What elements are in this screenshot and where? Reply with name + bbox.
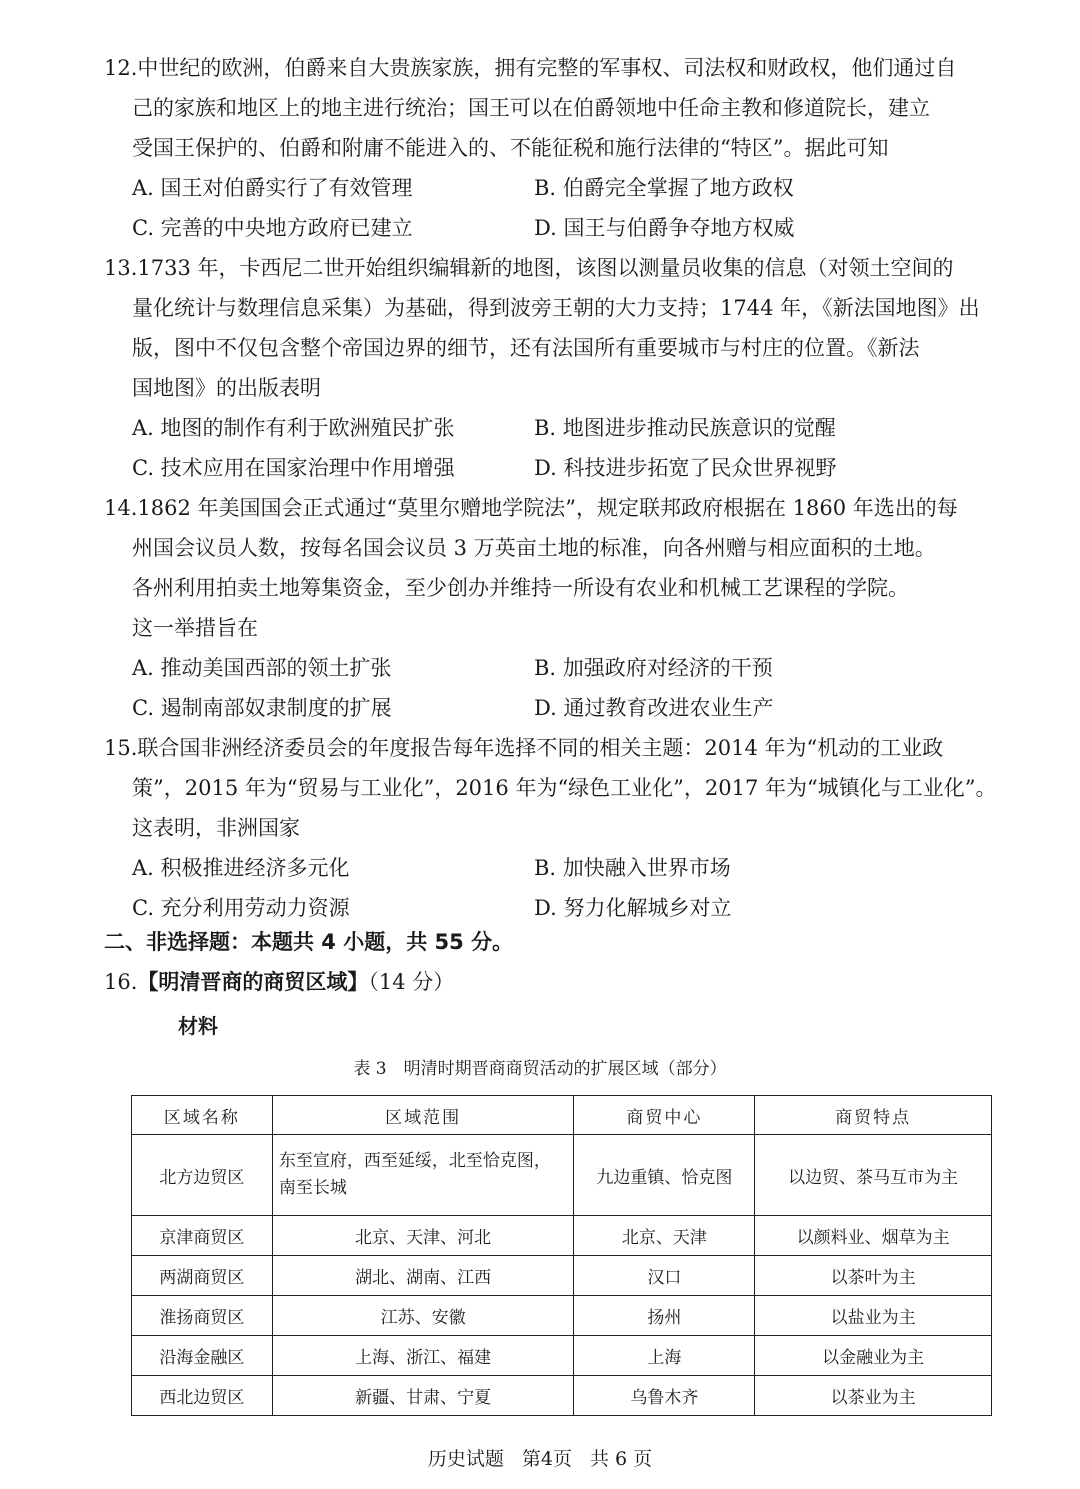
cell-trade-feature: 以盐业为主 xyxy=(755,1296,992,1336)
cell-region-name: 沿海金融区 xyxy=(132,1336,273,1376)
option-b[interactable]: B. 地图进步推动民族意识的觉醒 xyxy=(534,416,836,440)
cell-trade-feature: 以金融业为主 xyxy=(755,1336,992,1376)
cell-trade-feature: 以颜料业、烟草为主 xyxy=(755,1216,992,1256)
option-d[interactable]: D. 科技进步拓宽了民众世界视野 xyxy=(534,456,837,480)
footer-subject: 历史试题 xyxy=(427,1448,504,1470)
option-b[interactable]: B. 伯爵完全掌握了地方政权 xyxy=(534,176,794,200)
table-row xyxy=(132,1135,992,1216)
options-row xyxy=(104,648,1004,688)
table-row xyxy=(132,1216,992,1256)
stem-line: 这表明，非洲国家 xyxy=(132,816,300,840)
question-stem xyxy=(104,248,1004,408)
cell-trade-feature: 以茶业为主 xyxy=(755,1376,992,1416)
header-region-name: 区域名称 xyxy=(132,1096,273,1135)
question-12 xyxy=(104,48,1004,248)
cell-trade-feature: 以茶叶为主 xyxy=(755,1256,992,1296)
header-trade-center: 商贸中心 xyxy=(574,1096,755,1135)
options-row xyxy=(104,168,1004,208)
table-row xyxy=(132,1336,992,1376)
option-d[interactable]: D. 努力化解城乡对立 xyxy=(534,896,732,920)
cell-trade-feature: 以边贸、茶马互市为主 xyxy=(755,1135,992,1216)
cell-region-range: 东至宣府，西至延绥，北至恰克图，南至长城 xyxy=(272,1135,574,1216)
option-d[interactable]: D. 通过教育改进农业生产 xyxy=(534,696,774,720)
page-footer xyxy=(0,1444,1080,1471)
cell-region-range: 上海、浙江、福建 xyxy=(272,1336,574,1376)
options-row xyxy=(104,448,1004,488)
material-label: 材料 xyxy=(178,1014,218,1038)
stem-line: 各州利用拍卖土地筹集资金，至少创办并维持一所设有农业和机械工艺课程的学院。 xyxy=(132,576,909,600)
question-stem xyxy=(104,488,1004,648)
cell-region-range: 新疆、甘肃、宁夏 xyxy=(272,1376,574,1416)
option-a[interactable]: A. 推动美国西部的领土扩张 xyxy=(132,656,392,680)
footer-total-pages: 共 6 页 xyxy=(590,1448,653,1470)
option-d[interactable]: D. 国王与伯爵争夺地方权威 xyxy=(534,216,795,240)
cell-region-name: 西北边贸区 xyxy=(132,1376,273,1416)
header-trade-feature: 商贸特点 xyxy=(755,1096,992,1135)
header-region-range: 区域范围 xyxy=(272,1096,574,1135)
stem-line: 版，图中不仅包含整个帝国边界的细节，还有法国所有重要城市与村庄的位置。《新法 xyxy=(132,336,920,360)
section-heading: 二、非选择题：本题共 4 小题，共 55 分。 xyxy=(104,930,514,954)
question-number: 14. xyxy=(104,496,138,520)
question-14 xyxy=(104,488,1004,728)
cell-region-name: 京津商贸区 xyxy=(132,1216,273,1256)
option-c[interactable]: C. 遏制南部奴隶制度的扩展 xyxy=(132,696,392,720)
cell-region-name: 北方边贸区 xyxy=(132,1135,273,1216)
cell-region-name: 两湖商贸区 xyxy=(132,1256,273,1296)
option-a[interactable]: A. 地图的制作有利于欧洲殖民扩张 xyxy=(132,416,455,440)
cell-region-range: 湖北、湖南、江西 xyxy=(272,1256,574,1296)
table-caption: 表 3 明清时期晋商商贸活动的扩展区域（部分） xyxy=(353,1059,727,1079)
option-a[interactable]: A. 积极推进经济多元化 xyxy=(132,856,350,880)
options-row xyxy=(104,408,1004,448)
options-row xyxy=(104,688,1004,728)
stem-line: 受国王保护的、伯爵和附庸不能进入的、不能征税和施行法律的“特区”。据此可知 xyxy=(132,136,889,160)
cell-trade-center: 上海 xyxy=(574,1336,755,1376)
stem-line: 联合国非洲经济委员会的年度报告每年选择不同的相关主题：2014 年为“机动的工业政 xyxy=(137,736,944,760)
question-stem xyxy=(104,48,1004,168)
cell-trade-center: 扬州 xyxy=(574,1296,755,1336)
stem-line: 1733 年，卡西尼二世开始组织编辑新的地图，该图以测量员收集的信息（对领土空间的 xyxy=(137,256,954,280)
cell-region-range: 北京、天津、河北 xyxy=(272,1216,574,1256)
stem-line: 策”，2015 年为“贸易与工业化”，2016 年为“绿色工业化”，2017 年为“城镇化与工业化”。 xyxy=(132,776,997,800)
option-b[interactable]: B. 加快融入世界市场 xyxy=(534,856,731,880)
question-number: 15. xyxy=(104,736,138,760)
option-c[interactable]: C. 完善的中央地方政府已建立 xyxy=(132,216,413,240)
question-number: 13. xyxy=(104,256,138,280)
stem-line: 己的家族和地区上的地主进行统治；国王可以在伯爵领地中任命主教和修道院长，建立 xyxy=(132,96,930,120)
option-a[interactable]: A. 国王对伯爵实行了有效管理 xyxy=(132,176,413,200)
cell-trade-center: 汉口 xyxy=(574,1256,755,1296)
stem-line: 中世纪的欧洲，伯爵来自大贵族家族，拥有完整的军事权、司法权和财政权，他们通过自 xyxy=(137,56,957,80)
stem-line: 州国会议员人数，按每名国会议员 3 万英亩土地的标准，向各州赠与相应面积的土地。 xyxy=(132,536,936,560)
question-13 xyxy=(104,248,1004,488)
options-row xyxy=(104,848,1004,888)
option-c[interactable]: C. 技术应用在国家治理中作用增强 xyxy=(132,456,455,480)
question-number: 12. xyxy=(104,56,138,80)
table-row xyxy=(132,1256,992,1296)
table-row xyxy=(132,1376,992,1416)
cell-region-name: 淮扬商贸区 xyxy=(132,1296,273,1336)
stem-line: 量化统计与数理信息采集）为基础，得到波旁王朝的大力支持；1744 年，《新法国地图》出 xyxy=(132,296,980,320)
stem-line: 1862 年美国国会正式通过“莫里尔赠地学院法”，规定联邦政府根据在 1860 年选出的每 xyxy=(137,496,958,520)
option-b[interactable]: B. 加强政府对经济的干预 xyxy=(534,656,773,680)
cell-trade-center: 乌鲁木齐 xyxy=(574,1376,755,1416)
cell-region-range: 江苏、安徽 xyxy=(272,1296,574,1336)
footer-page-number: 第4页 xyxy=(521,1448,572,1470)
options-row xyxy=(104,208,1004,248)
question-number: 16. xyxy=(104,970,138,994)
question-topic: 【明清晋商的商贸区域】 xyxy=(137,970,369,994)
question-stem xyxy=(104,728,1004,848)
question-16-title xyxy=(104,966,454,996)
question-15 xyxy=(104,728,1004,928)
option-c[interactable]: C. 充分利用劳动力资源 xyxy=(132,896,350,920)
stem-line: 国地图》的出版表明 xyxy=(132,376,321,400)
table-row xyxy=(132,1296,992,1336)
question-score: （14 分） xyxy=(368,970,455,994)
cell-trade-center: 九边重镇、恰克图 xyxy=(574,1135,755,1216)
stem-line: 这一举措旨在 xyxy=(132,616,258,640)
trade-region-table xyxy=(131,1095,992,1416)
options-row xyxy=(104,888,1004,928)
table-header-row xyxy=(132,1096,992,1135)
cell-trade-center: 北京、天津 xyxy=(574,1216,755,1256)
